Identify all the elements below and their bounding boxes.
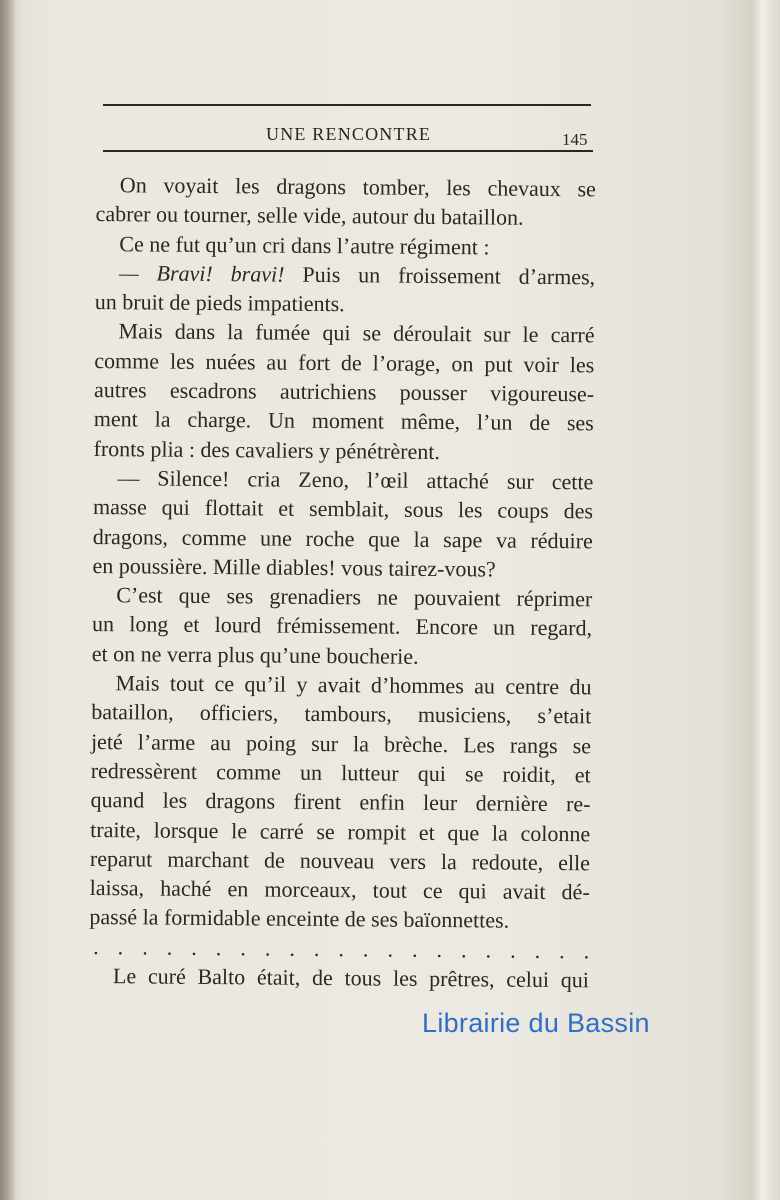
text-line: C’est que ses grenadiers ne pouvaient réprimer: [116, 582, 593, 612]
text-line: un bruit de pieds impatients.: [94, 289, 345, 317]
text-line: comme les nuées au fort de l’orage, on put voir les: [94, 347, 595, 378]
text-line: — Silence! cria Zeno, l’œil attaché sur cette: [117, 465, 594, 495]
body-text: [89, 170, 596, 995]
text-line: cabrer ou tourner, selle vide, autour du bataillon.: [95, 201, 524, 231]
gutter-shadow: [0, 0, 16, 1200]
text-line: dragons, comme une roche que la sape va réduire: [92, 523, 593, 553]
text-line: autres escadrons autrichiens pousser vigoureuse-: [93, 377, 595, 407]
text-line: [95, 258, 595, 292]
text-line: fronts plia : des cavaliers y pénétrèrent.: [93, 435, 441, 464]
text-line: Mais tout ce qu’il y avait d’hommes au centre du: [115, 670, 592, 700]
text-line: bataillon, officiers, tambours, musiciens, s’etait: [91, 699, 592, 729]
italic-exclamation: — Bravi! bravi!: [118, 260, 285, 287]
text-line: redressèrent comme un lutteur qui se roidit, et: [90, 757, 591, 788]
text-line: reparut marchant de nouveau vers la redoute, elle: [89, 845, 591, 876]
page-number: 145: [562, 130, 588, 149]
line-rest: Puis un froissement d’armes,: [284, 261, 596, 290]
text-line: . . . . . . . . . . . . . . . . . . . . .: [93, 933, 590, 964]
text-line: On voyait les dragons tomber, les chevaux se: [119, 172, 596, 202]
text-line: laissa, haché en morceaux, tout ce qui avait dé-: [89, 875, 590, 905]
watermark: Librairie du Bassin: [422, 1008, 650, 1038]
text-line: un long et lourd frémissement. Encore un regard,: [91, 611, 593, 641]
text-line: et on ne verra plus qu’une boucherie.: [91, 640, 419, 669]
text-line: ment la charge. Un moment même, l’un de ses: [93, 406, 594, 436]
text-line: Le curé Balto était, de tous les prêtres, celui qui: [112, 963, 590, 993]
text-line: traite, lorsque le carré se rompit et que la colonne: [90, 816, 591, 846]
text-line: jeté l’arme au poing sur la brèche. Les rangs se: [90, 728, 592, 758]
text-line: Mais dans la fumée qui se déroulait sur le carré: [118, 318, 595, 348]
text-line: passé la formidable enceinte de ses baïonnettes.: [89, 904, 510, 934]
text-line: masse qui flottait et semblait, sous les coups des: [92, 494, 594, 524]
header-rule-bottom: [103, 150, 593, 152]
text-line: quand les dragons firent enfin leur dernière re-: [90, 787, 591, 817]
page-edge: [752, 0, 780, 1200]
text-line: en poussière. Mille diables! vous tairez-vous?: [92, 552, 496, 582]
header-rule-top: [103, 104, 591, 106]
text-line: Ce ne fut qu’un cri dans l’autre régiment :: [119, 230, 490, 260]
running-header: UNE RENCONTRE: [266, 124, 432, 144]
